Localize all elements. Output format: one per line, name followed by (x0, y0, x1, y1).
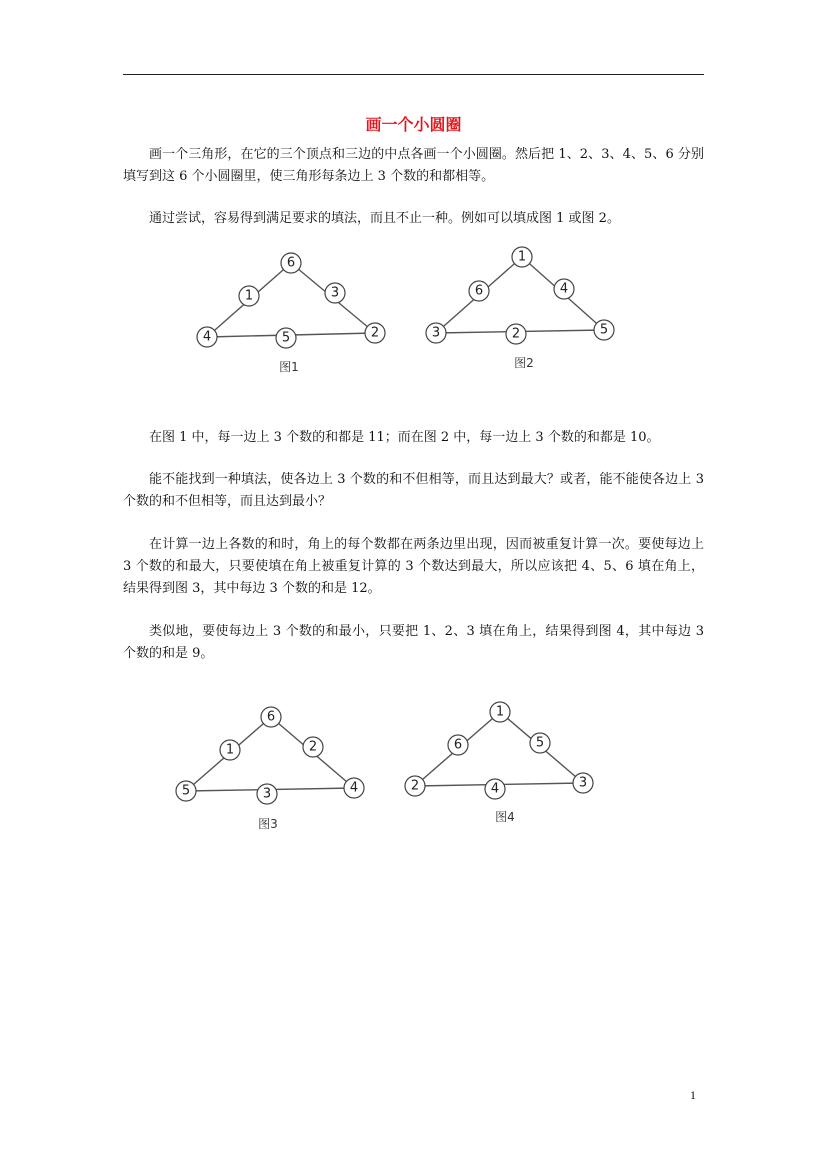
number-top: 6 (266, 709, 276, 725)
number-left-mid: 6 (453, 737, 463, 753)
circle-bottom-right (344, 778, 364, 798)
circle-bottom-left (176, 781, 196, 801)
circle-left-mid (469, 281, 489, 301)
circle-right-mid (554, 279, 574, 299)
number-bottom-right: 3 (578, 775, 588, 791)
circle-right-mid (303, 737, 323, 757)
paragraph-4: 能不能找到一种填法，使各边上 3 个数的和不但相等，而且达到最大？或者，能不能使各边上 3 个数的和不但相等，而且达到最小？ (123, 472, 704, 509)
figure-4 (398, 697, 603, 829)
number-top: 1 (495, 704, 505, 720)
page-number: 1 (690, 1088, 696, 1102)
circle-bottom-mid (276, 328, 296, 348)
circle-top (490, 702, 510, 722)
number-bottom-right: 4 (349, 780, 359, 796)
figure-caption: 图1 (279, 360, 299, 374)
number-bottom-mid: 3 (262, 786, 272, 802)
number-left-mid: 1 (244, 288, 254, 304)
circle-bottom-mid (257, 784, 277, 804)
figure-3 (170, 702, 375, 834)
number-right-mid: 5 (535, 735, 545, 751)
circle-top (281, 253, 301, 273)
number-bottom-right: 5 (599, 322, 609, 338)
circle-bottom-left (426, 323, 446, 343)
number-bottom-mid: 5 (281, 330, 291, 346)
number-bottom-left: 2 (410, 778, 420, 794)
figure-2 (420, 242, 625, 372)
figure-1 (190, 246, 395, 376)
paragraph-5: 在计算一边上各数的和时，角上的每个数都在两条边里出现，因而被重复计算一次。要使每边上 3 个数的和最大，只要使填在角上被重复计算的 3 个数达到最大，所以应该把 4、5、6 填在角上，结果得到图 3，其中每边 3 个数的和是 12。 (123, 537, 704, 596)
number-right-mid: 4 (559, 281, 569, 297)
number-right-mid: 2 (308, 739, 318, 755)
circle-left-mid (448, 735, 468, 755)
figure-caption: 图3 (258, 817, 278, 831)
number-top: 1 (517, 249, 527, 265)
figure-caption: 图4 (495, 810, 515, 824)
circle-bottom-right (594, 320, 614, 340)
paragraph-6: 类似地，要使每边上 3 个数的和最小，只要把 1、2、3 填在角上，结果得到图 4，其中每边 3 个数的和是 9。 (123, 624, 704, 661)
circle-bottom-mid (485, 779, 505, 799)
circle-right-mid (325, 283, 345, 303)
circle-bottom-left (197, 327, 217, 347)
number-right-mid: 3 (330, 285, 340, 301)
number-top: 6 (286, 255, 296, 271)
number-bottom-mid: 2 (511, 326, 521, 342)
paragraph-2: 通过尝试，容易得到满足要求的填法，而且不止一种。例如可以填成图 1 或图 2。 (149, 211, 620, 226)
circle-left-mid (220, 740, 240, 760)
circle-left-mid (239, 286, 259, 306)
number-bottom-left: 3 (431, 325, 441, 341)
number-left-mid: 6 (474, 283, 484, 299)
circle-top (261, 707, 281, 727)
circle-top (512, 247, 532, 267)
number-bottom-left: 4 (202, 329, 212, 345)
paragraph-3: 在图 1 中，每一边上 3 个数的和都是 11；而在图 2 中，每一边上 3 个数的和都是 10。 (149, 430, 660, 445)
circle-bottom-right (573, 773, 593, 793)
number-bottom-mid: 4 (490, 781, 500, 797)
number-bottom-left: 5 (181, 783, 191, 799)
circle-bottom-left (405, 776, 425, 796)
circle-bottom-right (365, 323, 385, 343)
header-rule (123, 74, 704, 75)
number-bottom-right: 2 (370, 325, 380, 341)
paragraph-1: 画一个三角形，在它的三个顶点和三边的中点各画一个小圆圈。然后把 1、2、3、4、5、6 分别填写到这 6 个小圆圈里，使三角形每条边上 3 个数的和都相等。 (123, 147, 704, 184)
circle-bottom-mid (506, 324, 526, 344)
page-title: 画一个小圆圈 (365, 115, 462, 134)
number-left-mid: 1 (225, 742, 235, 758)
figure-caption: 图2 (514, 356, 534, 370)
circle-right-mid (530, 733, 550, 753)
